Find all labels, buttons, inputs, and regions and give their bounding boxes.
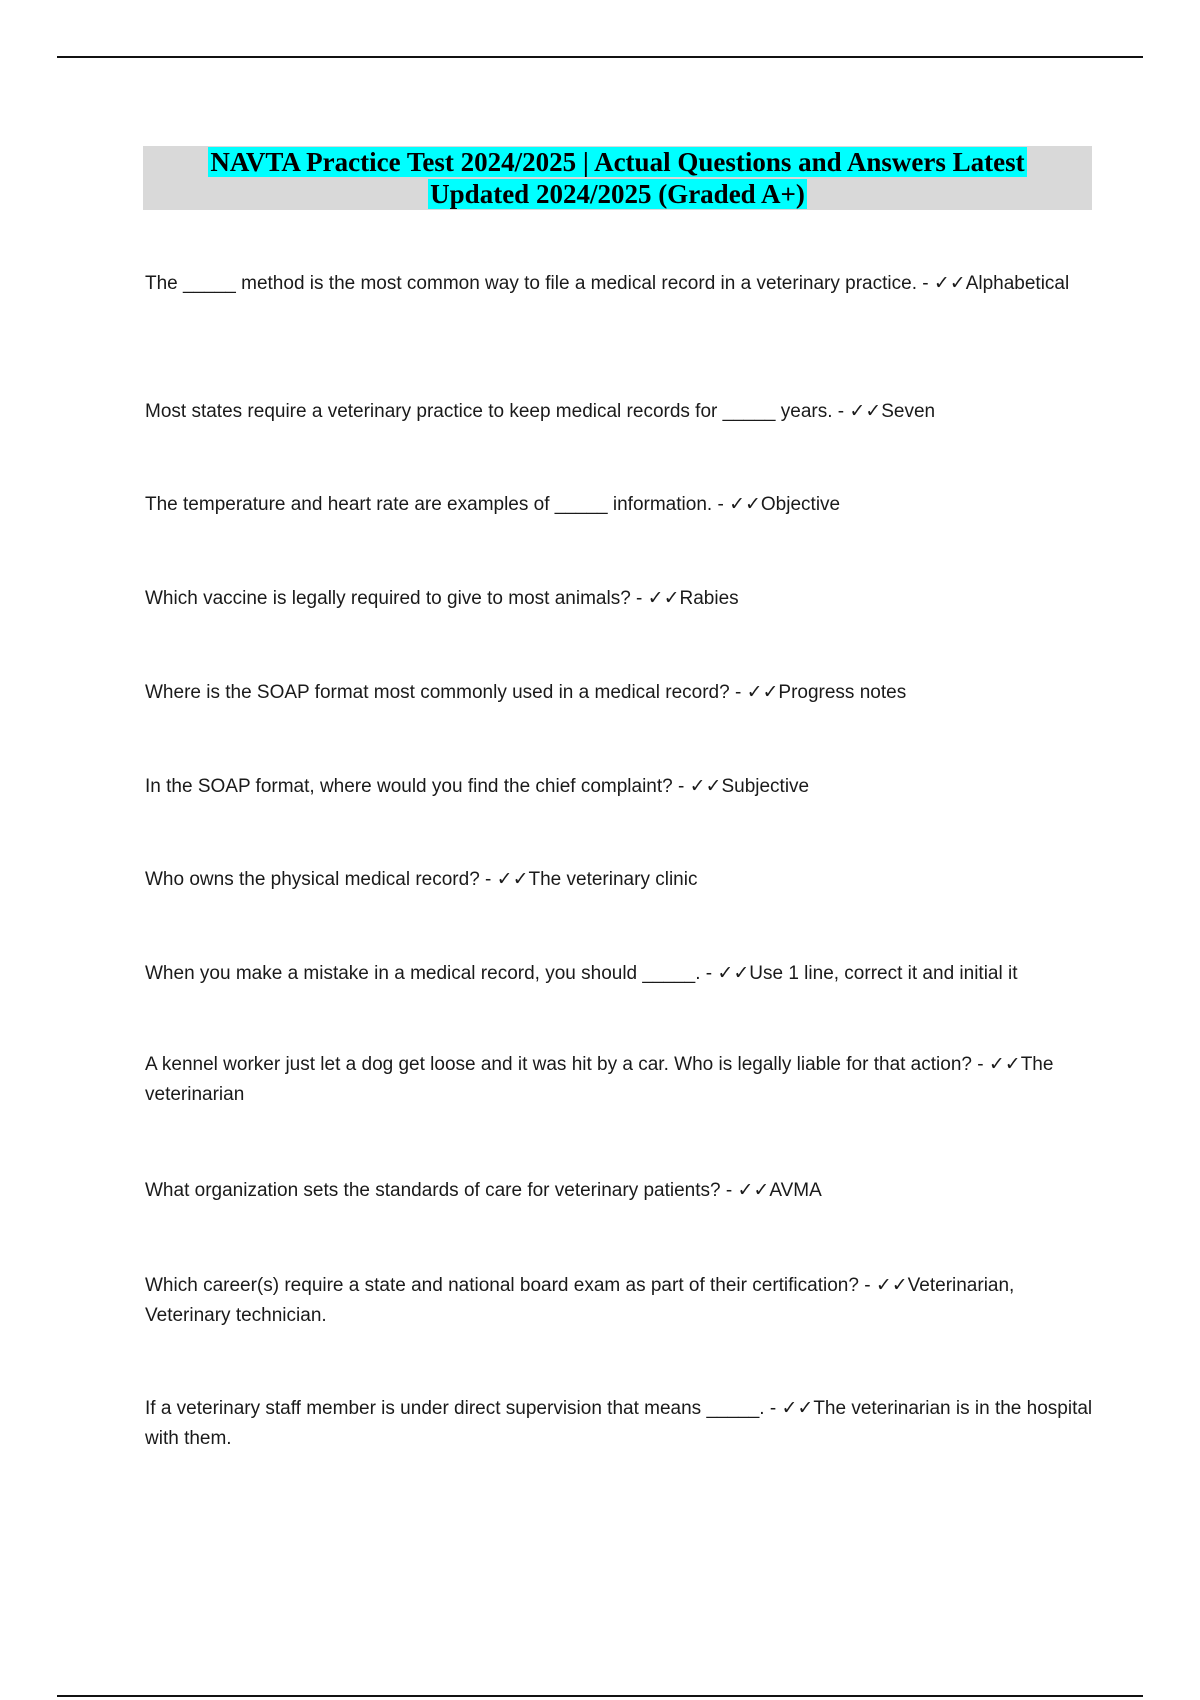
- question-text: In the SOAP format, where would you find the chief complaint?: [145, 776, 673, 797]
- separator: -: [832, 401, 850, 422]
- separator: -: [479, 869, 497, 890]
- qa-item-7: [145, 864, 1095, 895]
- answer-text: The veterinarian: [145, 1054, 1054, 1105]
- qa-item-5: [145, 677, 1095, 708]
- double-check-icon: ✓✓: [781, 1397, 814, 1419]
- qa-item-1: [145, 268, 1095, 299]
- question-text: The temperature and heart rate are examples of _____ information.: [145, 494, 713, 515]
- answer-text: Veterinarian, Veterinary technician.: [145, 1275, 1015, 1326]
- double-check-icon: ✓✓: [496, 868, 529, 890]
- question-text: When you make a mistake in a medical record, you should _____.: [145, 963, 701, 984]
- answer-text: Rabies: [679, 588, 739, 609]
- double-check-icon: ✓✓: [875, 1274, 908, 1296]
- double-check-icon: ✓✓: [717, 962, 750, 984]
- separator: -: [916, 273, 934, 294]
- question-text: If a veterinary staff member is under direct supervision that means _____.: [145, 1398, 765, 1419]
- answer-text: Seven: [881, 401, 936, 422]
- separator: -: [858, 1275, 876, 1296]
- question-text: Who owns the physical medical record?: [145, 869, 480, 890]
- answer-text: Subjective: [721, 776, 810, 797]
- qa-item-10: [145, 1175, 1095, 1206]
- separator: -: [672, 776, 690, 797]
- question-text: Most states require a veterinary practice to keep medical records for _____ years.: [145, 401, 833, 422]
- qa-item-6: [145, 771, 1095, 802]
- answer-text: The veterinarian is in the hospital with them.: [145, 1398, 1093, 1449]
- double-check-icon: ✓✓: [729, 493, 761, 515]
- qa-item-2: [145, 396, 1095, 427]
- question-text: The _____ method is the most common way to file a medical record in a veterinary practice.: [145, 273, 917, 294]
- double-check-icon: ✓✓: [849, 400, 882, 422]
- question-text: Where is the SOAP format most commonly used in a medical record?: [145, 682, 730, 703]
- top-divider: [57, 56, 1143, 58]
- double-check-icon: ✓✓: [933, 272, 966, 294]
- double-check-icon: ✓✓: [746, 681, 779, 703]
- separator: -: [720, 1180, 738, 1201]
- bottom-divider: [57, 1695, 1143, 1697]
- question-text: Which career(s) require a state and national board exam as part of their certification?: [145, 1275, 859, 1296]
- double-check-icon: ✓✓: [737, 1179, 770, 1201]
- title-line-1: NAVTA Practice Test 2024/2025 | Actual Questions and Answers Latest: [210, 147, 1025, 177]
- answer-text: Use 1 line, correct it and initial it: [749, 963, 1018, 984]
- qa-item-11: [145, 1270, 1095, 1331]
- qa-item-8: [145, 958, 1095, 989]
- question-text: What organization sets the standards of care for veterinary patients?: [145, 1180, 721, 1201]
- question-text: A kennel worker just let a dog get loose and it was hit by a car. Who is legally liable for that action?: [145, 1054, 972, 1075]
- answer-text: Objective: [760, 494, 841, 515]
- separator: -: [971, 1054, 989, 1075]
- double-check-icon: ✓✓: [988, 1053, 1021, 1075]
- answer-text: AVMA: [769, 1180, 822, 1201]
- double-check-icon: ✓✓: [689, 775, 722, 797]
- title-line-2: Updated 2024/2025 (Graded A+): [430, 179, 805, 209]
- qa-item-3: [145, 489, 1095, 520]
- answer-text: Progress notes: [778, 682, 907, 703]
- separator: -: [630, 588, 648, 609]
- answer-text: Alphabetical: [965, 273, 1070, 294]
- qa-item-9: [145, 1049, 1095, 1110]
- separator: -: [729, 682, 747, 703]
- separator: -: [764, 1398, 782, 1419]
- question-text: Which vaccine is legally required to give to most animals?: [145, 588, 631, 609]
- separator: -: [712, 494, 730, 515]
- answer-text: The veterinary clinic: [528, 869, 698, 890]
- document-title: [143, 146, 1092, 210]
- double-check-icon: ✓✓: [647, 587, 680, 609]
- separator: -: [700, 963, 718, 984]
- qa-item-4: [145, 583, 1095, 614]
- qa-item-12: [145, 1393, 1095, 1454]
